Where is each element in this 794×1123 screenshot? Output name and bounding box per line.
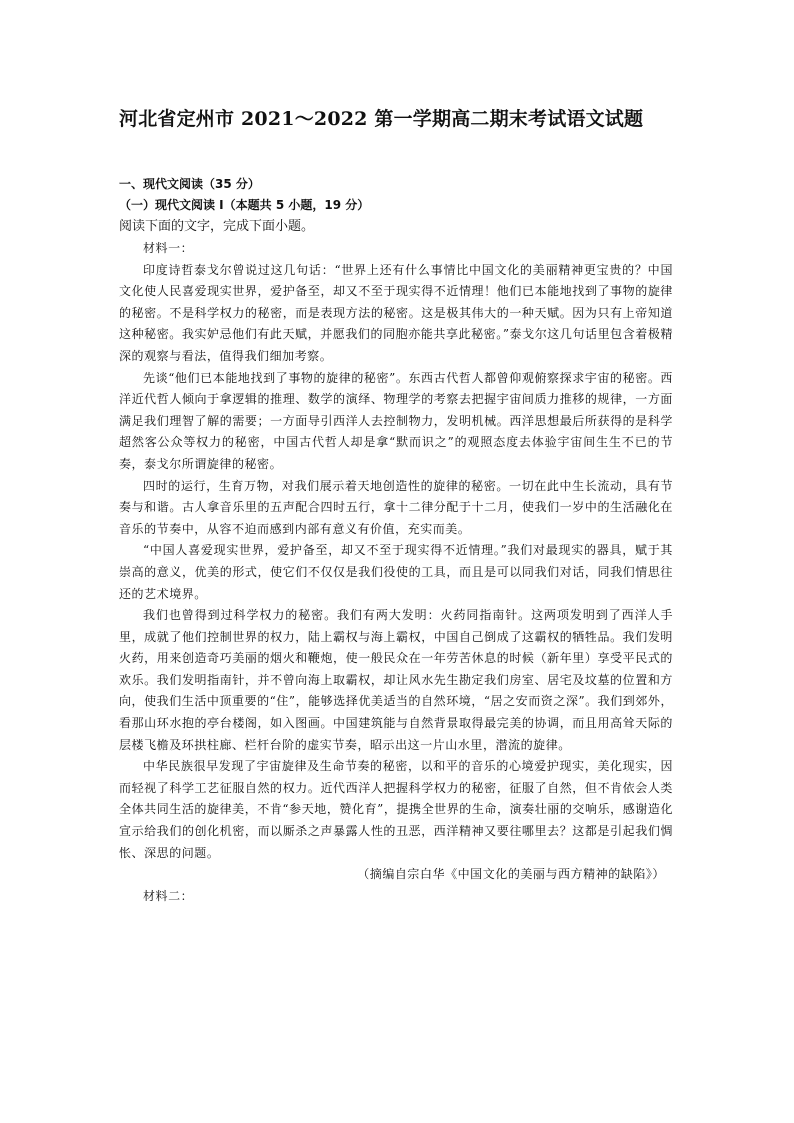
document-title: 河北省定州市 2021～2022 第一学期高二期末考试语文试题 xyxy=(119,108,644,130)
passage-paragraph: 印度诗哲泰戈尔曾说过这几句话：“世界上还有什么事情比中国文化的美丽精神更宝贵的？中国文化使人民喜爱现实世界，爱护备至，却又不至于现实得不近情理！他们已本能地找到了事物的旋律的秘密。不是科学权力的秘密，而是表现方法的秘密。这是极其伟大的一种天赋。因为只有上帝知道这种秘密。我实妒忌他们有此天赋，并愿我们的同胞亦能共享此秘密。”泰戈尔这几句话里包含着极精深的观察与看法，值得我们细加考察。 xyxy=(119,262,673,363)
material-one-label: 材料一： xyxy=(143,241,194,255)
passage-paragraph: “中国人喜爱现实世界，爱护备至，却又不至于现实得不近情理。”我们对最现实的器具，赋于其崇高的意义，优美的形式，使它们不仅仅是我们役使的工具，而且是可以同我们对话，同我们情思往还的艺术境界。 xyxy=(119,543,673,601)
reading-instruction: 阅读下面的文字，完成下面小题。 xyxy=(119,219,315,234)
passage-paragraph: 四时的运行，生育万物，对我们展示着天地创造性的旋律的秘密。一切在此中生长流动，具有节奏与和谐。古人拿音乐里的五声配合四时五行，拿十二律分配于十二月，使我们一岁中的生活融化在音乐的节奏中，从容不迫而感到内部有意义有价值，充实而美。 xyxy=(119,478,673,536)
passage-paragraph: 我们也曾得到过科学权力的秘密。我们有两大发明：火药同指南针。这两项发明到了西洋人手里，成就了他们控制世界的权力，陆上霸权与海上霸权，中国自己倒成了这霸权的牺牲品。我们发明火药，用来创造奇巧美丽的烟火和鞭炮，使一般民众在一年劳苦休息的时候（新年里）享受平民式的欢乐。我们发明指南针，并不曾向海上取霸权，却让风水先生勘定我们房室、居宅及坟墓的位置和方向，使我们生活中顶重要的“住”，能够选择优美适当的自然环境，“居之安而资之深”。我们到郊外，看那山环水抱的亭台楼阁，如入图画。中国建筑能与自然背景取得最完美的协调，而且用高耸天际的层楼飞檐及环拱柱廊、栏杆台阶的虚实节奏，昭示出这一片山水里，潜流的旋律。 xyxy=(119,608,673,752)
passage-source: （摘编自宗白华《中国文化的美丽与西方精神的缺陷》） xyxy=(357,867,665,882)
subsection-heading: （一）现代文阅读 I（本题共 5 小题，19 分） xyxy=(119,198,370,212)
section-heading: 一、现代文阅读（35 分） xyxy=(119,177,260,191)
passage-paragraph: 中华民族很早发现了宇宙旋律及生命节奏的秘密，以和平的音乐的心境爱护现实，美化现实，因而轻视了科学工艺征服自然的权力。近代西洋人把握科学权力的秘密，征服了自然，但不肯依会人类全体共同生活的旋律美，不肯“参天地，赞化育”，提携全世界的生命，演奏壮丽的交响乐，感谢造化宣示给我们的创化机密，而以厮杀之声暴露人性的丑恶，西洋精神又要往哪里去？这都是引起我们惆怅、深思的问题。 xyxy=(119,759,673,860)
reading-passage xyxy=(119,238,673,907)
material-two-label: 材料二： xyxy=(143,888,194,903)
passage-paragraph: 先谈“他们已本能地找到了事物的旋律的秘密”。东西古代哲人都曾仰观俯察探求宇宙的秘密。西洋近代哲人倾向于拿逻辑的推理、数学的演绎、物理学的考察去把握宇宙间质力推移的规律，一方面满足我们理智了解的需要；一方面导引西洋人去控制物力，发明机械。西洋思想最后所获得的是科学超然客公众等权力的秘密，中国古代哲人却是拿“默而识之”的观照态度去体验宇宙间生生不已的节奏，泰戈尔所谓旋律的秘密。 xyxy=(119,370,673,471)
